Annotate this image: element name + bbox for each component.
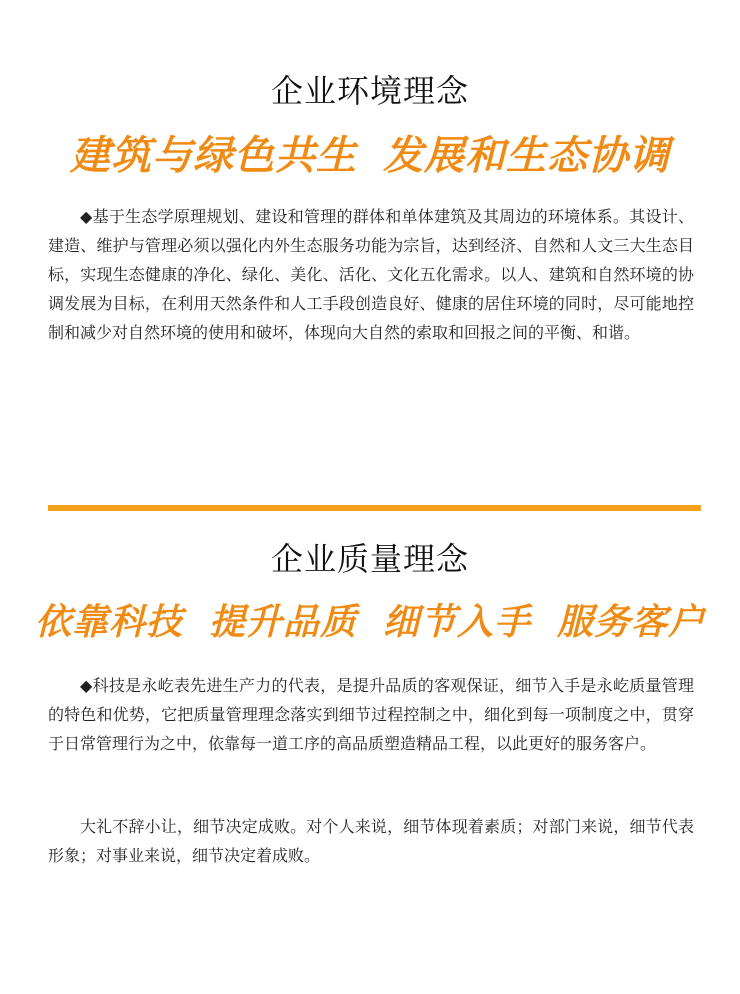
quality-paragraph-2: 大礼不辞小让，细节决定成败。对个人来说，细节体现着素质；对部门来说，细节代表形象；对事业来说，细节决定着成败。 [48, 817, 694, 865]
quality-slogan [0, 594, 740, 645]
quality-paragraph-1: ◆科技是永屹表先进生产力的代表，是提升品质的客观保证，细节入手是永屹质量管理的特色和优势，它把质量管理理念落实到细节过程控制之中，细化到每一项制度之中，贯穿于日常管理行为之中，依靠每一道工序的高品质塑造精品工程，以此更好的服务客户。 [48, 676, 694, 753]
quality-slogan-3: 细节入手 [383, 601, 532, 643]
env-slogan-part1: 建筑与绿色共生 [70, 132, 357, 179]
env-slogan-part2: 发展和生态协调 [383, 132, 670, 179]
section-divider [48, 505, 701, 511]
quality-slogan-4: 服务客户 [557, 601, 706, 643]
env-paragraph: ◆基于生态学原理规划、建设和管理的群体和单体建筑及其周边的环境体系。其设计、建造、维护与管理必须以强化内外生态服务功能为宗旨，达到经济、自然和人文三大生态目标，实现生态健康的净化、绿化、美化、活化、文化五化需求。以人、建筑和自然环境的协调发展为目标，在利用天然条件和人工手段创造良好、健康的居住环境的同时，尽可能地控制和减少对自然环境的使用和破坏，体现向大自然的索取和回报之间的平衡、和谐。 [48, 207, 694, 342]
env-title: 企业环境理念 [270, 72, 469, 110]
quality-slogan-2: 提升品质 [208, 601, 357, 643]
quality-slogan-1: 依靠科技 [34, 601, 183, 643]
quality-title: 企业质量理念 [270, 540, 469, 578]
env-slogan [0, 124, 740, 181]
